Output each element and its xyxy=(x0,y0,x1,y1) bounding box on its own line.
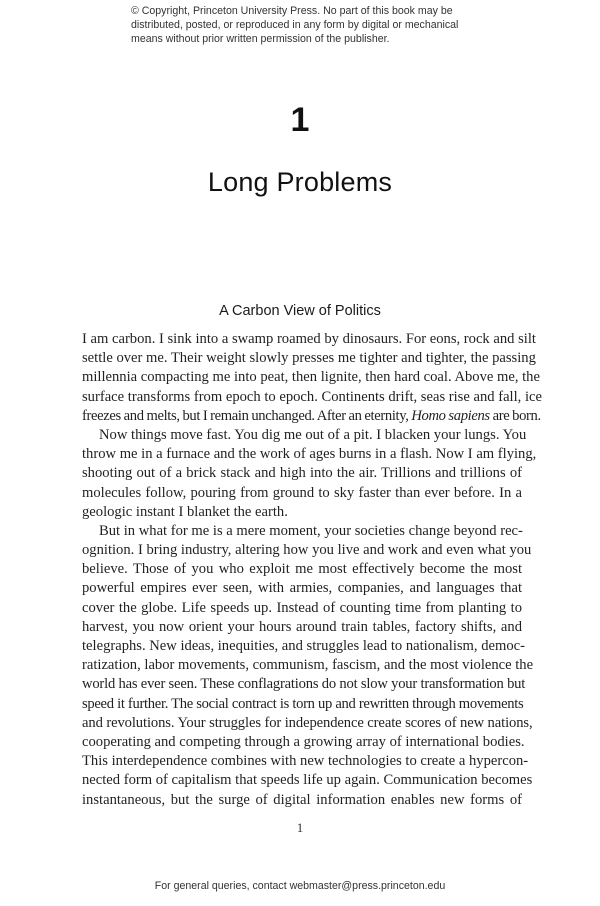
text-line: But in what for me is a mere moment, your societies change beyond rec- xyxy=(99,522,523,539)
text-line: instantaneous, but the surge of digital information enables new forms of xyxy=(82,791,522,808)
text-line: harvest, you now orient your hours around train tables, factory shifts, and xyxy=(82,618,522,635)
copyright-line: means without prior written permission of the publisher. xyxy=(131,33,390,45)
text-line: This interdependence combines with new technologies to create a hypercon- xyxy=(82,753,529,770)
italic-term: Homo sapiens xyxy=(411,407,490,424)
page-number: 1 xyxy=(296,820,304,835)
text-run: freezes and melts, but I remain unchanged. After an eternity, xyxy=(82,407,412,424)
copyright-notice xyxy=(131,4,471,46)
text-line xyxy=(82,407,541,426)
text-line: ognition. I bring industry, altering how you live and work and even what you xyxy=(82,542,532,559)
text-line: world has ever seen. These conflagrations do not slow your transformation but xyxy=(82,676,526,693)
footer-contact: For general queries, contact webmaster@press.princeton.edu xyxy=(154,880,446,892)
text-line: Now things move fast. You dig me out of a pit. I blacken your lungs. You xyxy=(99,426,527,443)
text-line: shooting out of a brick stack and high into the air. Trillions and trillions of xyxy=(82,465,522,482)
text-line: I am carbon. I sink into a swamp roamed by dinosaurs. For eons, rock and silt xyxy=(82,331,536,347)
chapter-title: Long Problems xyxy=(207,167,393,197)
chapter-number: 1 xyxy=(290,101,310,139)
text-line: powerful empires ever seen, with armies, companies, and languages that xyxy=(82,580,522,597)
text-line: cooperating and competing through a growing array of international bodies. xyxy=(82,733,525,750)
text-line: millennia compacting me into peat, then lignite, then hard coal. Above me, the xyxy=(82,369,540,386)
text-line: telegraphs. New ideas, inequities, and struggles lead to nationalism, democ- xyxy=(82,638,525,654)
text-run: are born. xyxy=(489,407,541,424)
text-line: believe. Those of you who exploit me most effectively become the most xyxy=(82,561,522,578)
section-title: A Carbon View of Politics xyxy=(219,303,381,319)
text-line: and revolutions. Your struggles for independence create scores of new nations, xyxy=(82,714,533,731)
body-text xyxy=(82,330,542,810)
text-line: ratization, labor movements, communism, fascism, and the most violence the xyxy=(82,657,534,674)
text-line: speed it further. The social contract is torn up and rewritten through movements xyxy=(82,695,524,712)
text-line: nected form of capitalism that speeds life up again. Communication becomes xyxy=(82,772,533,789)
text-line: throw me in a furnace and the work of ages burns in a flash. Now I am flying, xyxy=(82,446,537,463)
text-line: cover the globe. Life speeds up. Instead of counting time from planting to xyxy=(82,599,522,616)
text-line: molecules follow, pouring from ground to sky faster than ever before. In a xyxy=(82,484,522,501)
copyright-line: © Copyright, Princeton University Press. No part of this book may be xyxy=(131,5,453,17)
copyright-line: distributed, posted, or reproduced in any form by digital or mechanical xyxy=(131,19,459,31)
text-line: surface transforms from epoch to epoch. Continents drift, seas rise and fall, ice xyxy=(82,388,542,405)
text-line: geologic instant I blanket the earth. xyxy=(82,503,288,520)
text-line: settle over me. Their weight slowly presses me tighter and tighter, the passing xyxy=(82,350,536,367)
